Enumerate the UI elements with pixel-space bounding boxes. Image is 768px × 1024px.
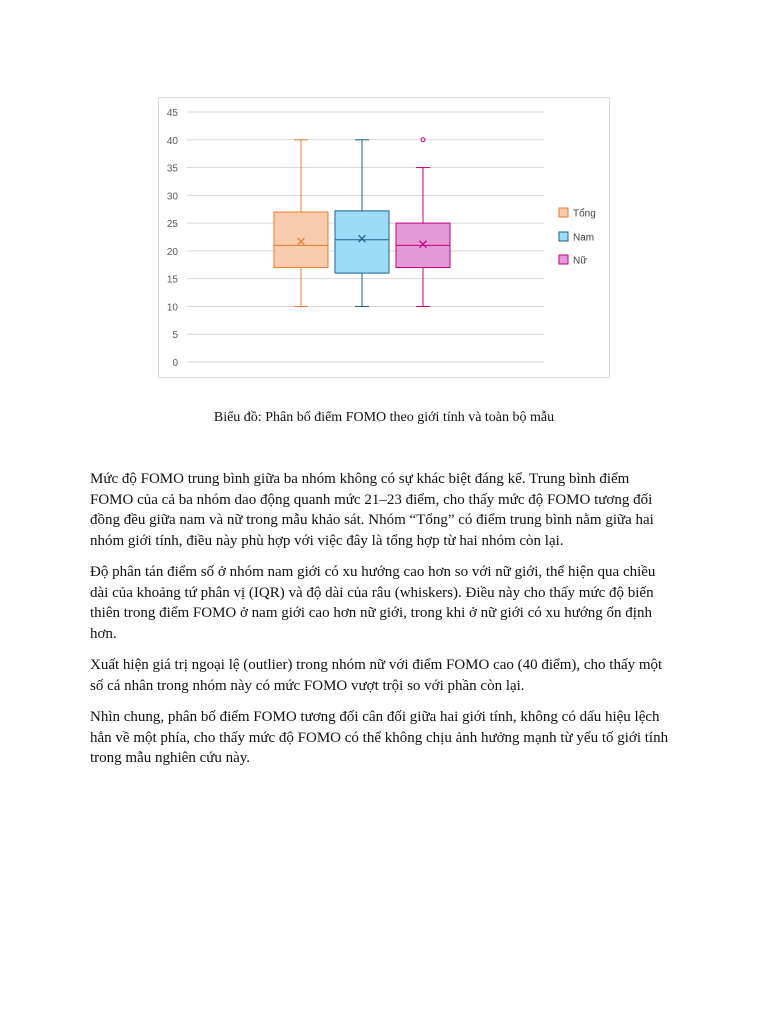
legend-label: Nam: [573, 232, 595, 244]
y-tick-label: 25: [166, 219, 178, 231]
y-tick-label: 5: [172, 330, 178, 342]
y-tick-label: 45: [166, 108, 178, 119]
paragraph-3: Xuất hiện giá trị ngoại lệ (outlier) trong nhóm nữ với điểm FOMO cao (40 điểm), cho thấy một số cá nhân trong nhóm này có mức FOMO vượt trội so với phần còn lại.: [90, 657, 663, 694]
y-tick-label: 40: [166, 135, 178, 147]
y-tick-label: 0: [172, 358, 178, 369]
box-1: [335, 211, 389, 273]
figure-caption: Biểu đồ: Phân bố điểm FOMO theo giới tính và toàn bộ mẫu: [213, 410, 555, 425]
y-tick-label: 10: [166, 302, 178, 314]
y-tick-label: 30: [166, 191, 178, 203]
y-tick-label: 20: [166, 246, 178, 258]
box-0: [274, 212, 328, 268]
legend-swatch: [559, 208, 568, 217]
legend-swatch: [559, 255, 568, 264]
legend-swatch: [559, 232, 568, 241]
paragraph-1: Mức độ FOMO trung bình giữa ba nhóm không có sự khác biệt đáng kể. Trung bình điểm FOMO của cả ba nhóm dao động quanh mức 21–23 điểm, cho thấy mức độ FOMO tương đối đồng đều giữa nam và nữ trong mẫu khảo sát. Nhóm “Tổng” có điểm trung bình nằm giữa hai nhóm giới tính, điều này phù hợp với việc đây là tổng hợp từ hai nhóm còn lại.: [90, 471, 654, 549]
paragraph-4: Nhìn chung, phân bố điểm FOMO tương đối cân đối giữa hai giới tính, không có dấu hiệu lệch hẳn về một phía, cho thấy mức độ FOMO có thể không chịu ảnh hưởng mạnh từ yếu tố giới tính trong mẫu nghiên cứu này.: [90, 709, 669, 766]
legend-label: Nữ: [573, 255, 587, 267]
legend-label: Tổng: [573, 208, 596, 220]
y-tick-label: 35: [166, 163, 178, 175]
boxplot-svg: [159, 98, 609, 377]
y-tick-label: 15: [166, 274, 178, 286]
paragraph-2: Độ phân tán điểm số ở nhóm nam giới có xu hướng cao hơn so với nữ giới, thể hiện qua chiều dài của khoảng tứ phân vị (IQR) và độ dài của râu (whiskers). Điều này cho thấy mức độ biến thiên trong điểm FOMO ở nam giới cao hơn nữ giới, trong khi ở nữ giới có xu hướng ổn định hơn.: [90, 564, 656, 642]
body-text: [90, 469, 676, 780]
boxplot-chart: [158, 97, 610, 378]
